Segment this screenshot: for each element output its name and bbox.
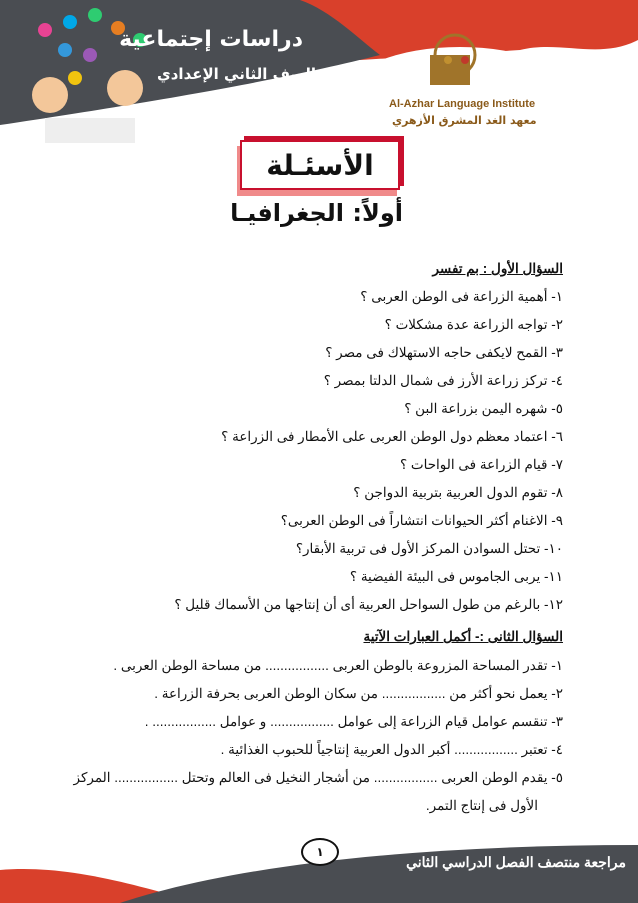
- page-title: الأسئـلة: [240, 140, 400, 190]
- q2-item: ٢- يعمل نحو أكثر من ................. من سكان الوطن العربى بحرفة الزراعة .: [154, 686, 563, 701]
- page-number: ١: [301, 838, 339, 866]
- section-subtitle: أولاً: الجغرافيـا: [230, 199, 403, 227]
- subject-title: دراسات إجتماعية: [119, 27, 303, 52]
- footer-text: مراجعة منتصف الفصل الدراسي الثاني: [406, 854, 626, 870]
- q2-item: الأول فى إنتاج التمر.: [425, 798, 538, 813]
- q1-item: ١٢- بالرغم من طول السواحل العربية أى أن إنتاجها من الأسماك قليل ؟: [174, 597, 563, 612]
- institute-name-ar: معهد الغد المشرق الأزهري: [392, 114, 537, 127]
- q1-item: ٥- شهره اليمن بزراعة البن ؟: [404, 401, 563, 416]
- q2-item: ٣- تنقسم عوامل قيام الزراعة إلى عوامل ................. و عوامل ................. .: [144, 714, 563, 729]
- q1-item: ٩- الاغنام أكثر الحيوانات انتشاراً فى الوطن العربى؟: [280, 513, 563, 528]
- q1-item: ١٠- تحتل السوادن المركز الأول فى تربية الأبقار؟: [295, 541, 563, 556]
- q1-item: ١- أهمية الزراعة فى الوطن العربى ؟: [360, 289, 563, 304]
- q1-item: ٣- القمح لايكفى حاجه الاستهلاك فى مصر ؟: [325, 345, 563, 360]
- q1-item: ٧- قيام الزراعة فى الواحات ؟: [399, 457, 563, 472]
- institute-name-en: Al-Azhar Language Institute: [389, 98, 536, 110]
- q1-item: ٨- تقوم الدول العربية بتربية الدواجن ؟: [353, 485, 563, 500]
- grade-title: الصف الثاني الإعدادي: [156, 65, 316, 83]
- q1-item: ٦- اعتماد معظم دول الوطن العربى على الأمطار فى الزراعة ؟: [221, 429, 563, 444]
- q1-item: ٢- تواجه الزراعة عدة مشكلات ؟: [384, 317, 563, 332]
- q2-item: ٤- تعتبر ................. أكبر الدول العربية إنتاجياً للحبوب الغذائية .: [220, 742, 563, 757]
- header-banner: [0, 0, 638, 150]
- q1-item: ١١- يربى الجاموس فى البيئة الفيضية ؟: [349, 569, 563, 584]
- q2-item: ١- تقدر المساحة المزروعة بالوطن العربى ................. من مساحة الوطن العربى .: [113, 658, 563, 673]
- q1-heading: السؤال الأول : بم تفسر: [432, 261, 563, 276]
- q1-item: ٤- تركز زراعة الأرز فى شمال الدلتا بمصر ؟: [323, 373, 563, 388]
- q2-heading: السؤال الثانى :- أكمل العبارات الآتية: [363, 629, 563, 644]
- q2-item: ٥- يقدم الوطن العربى ................. من أشجار النخيل فى العالم وتحتل ................. المركز: [73, 770, 563, 785]
